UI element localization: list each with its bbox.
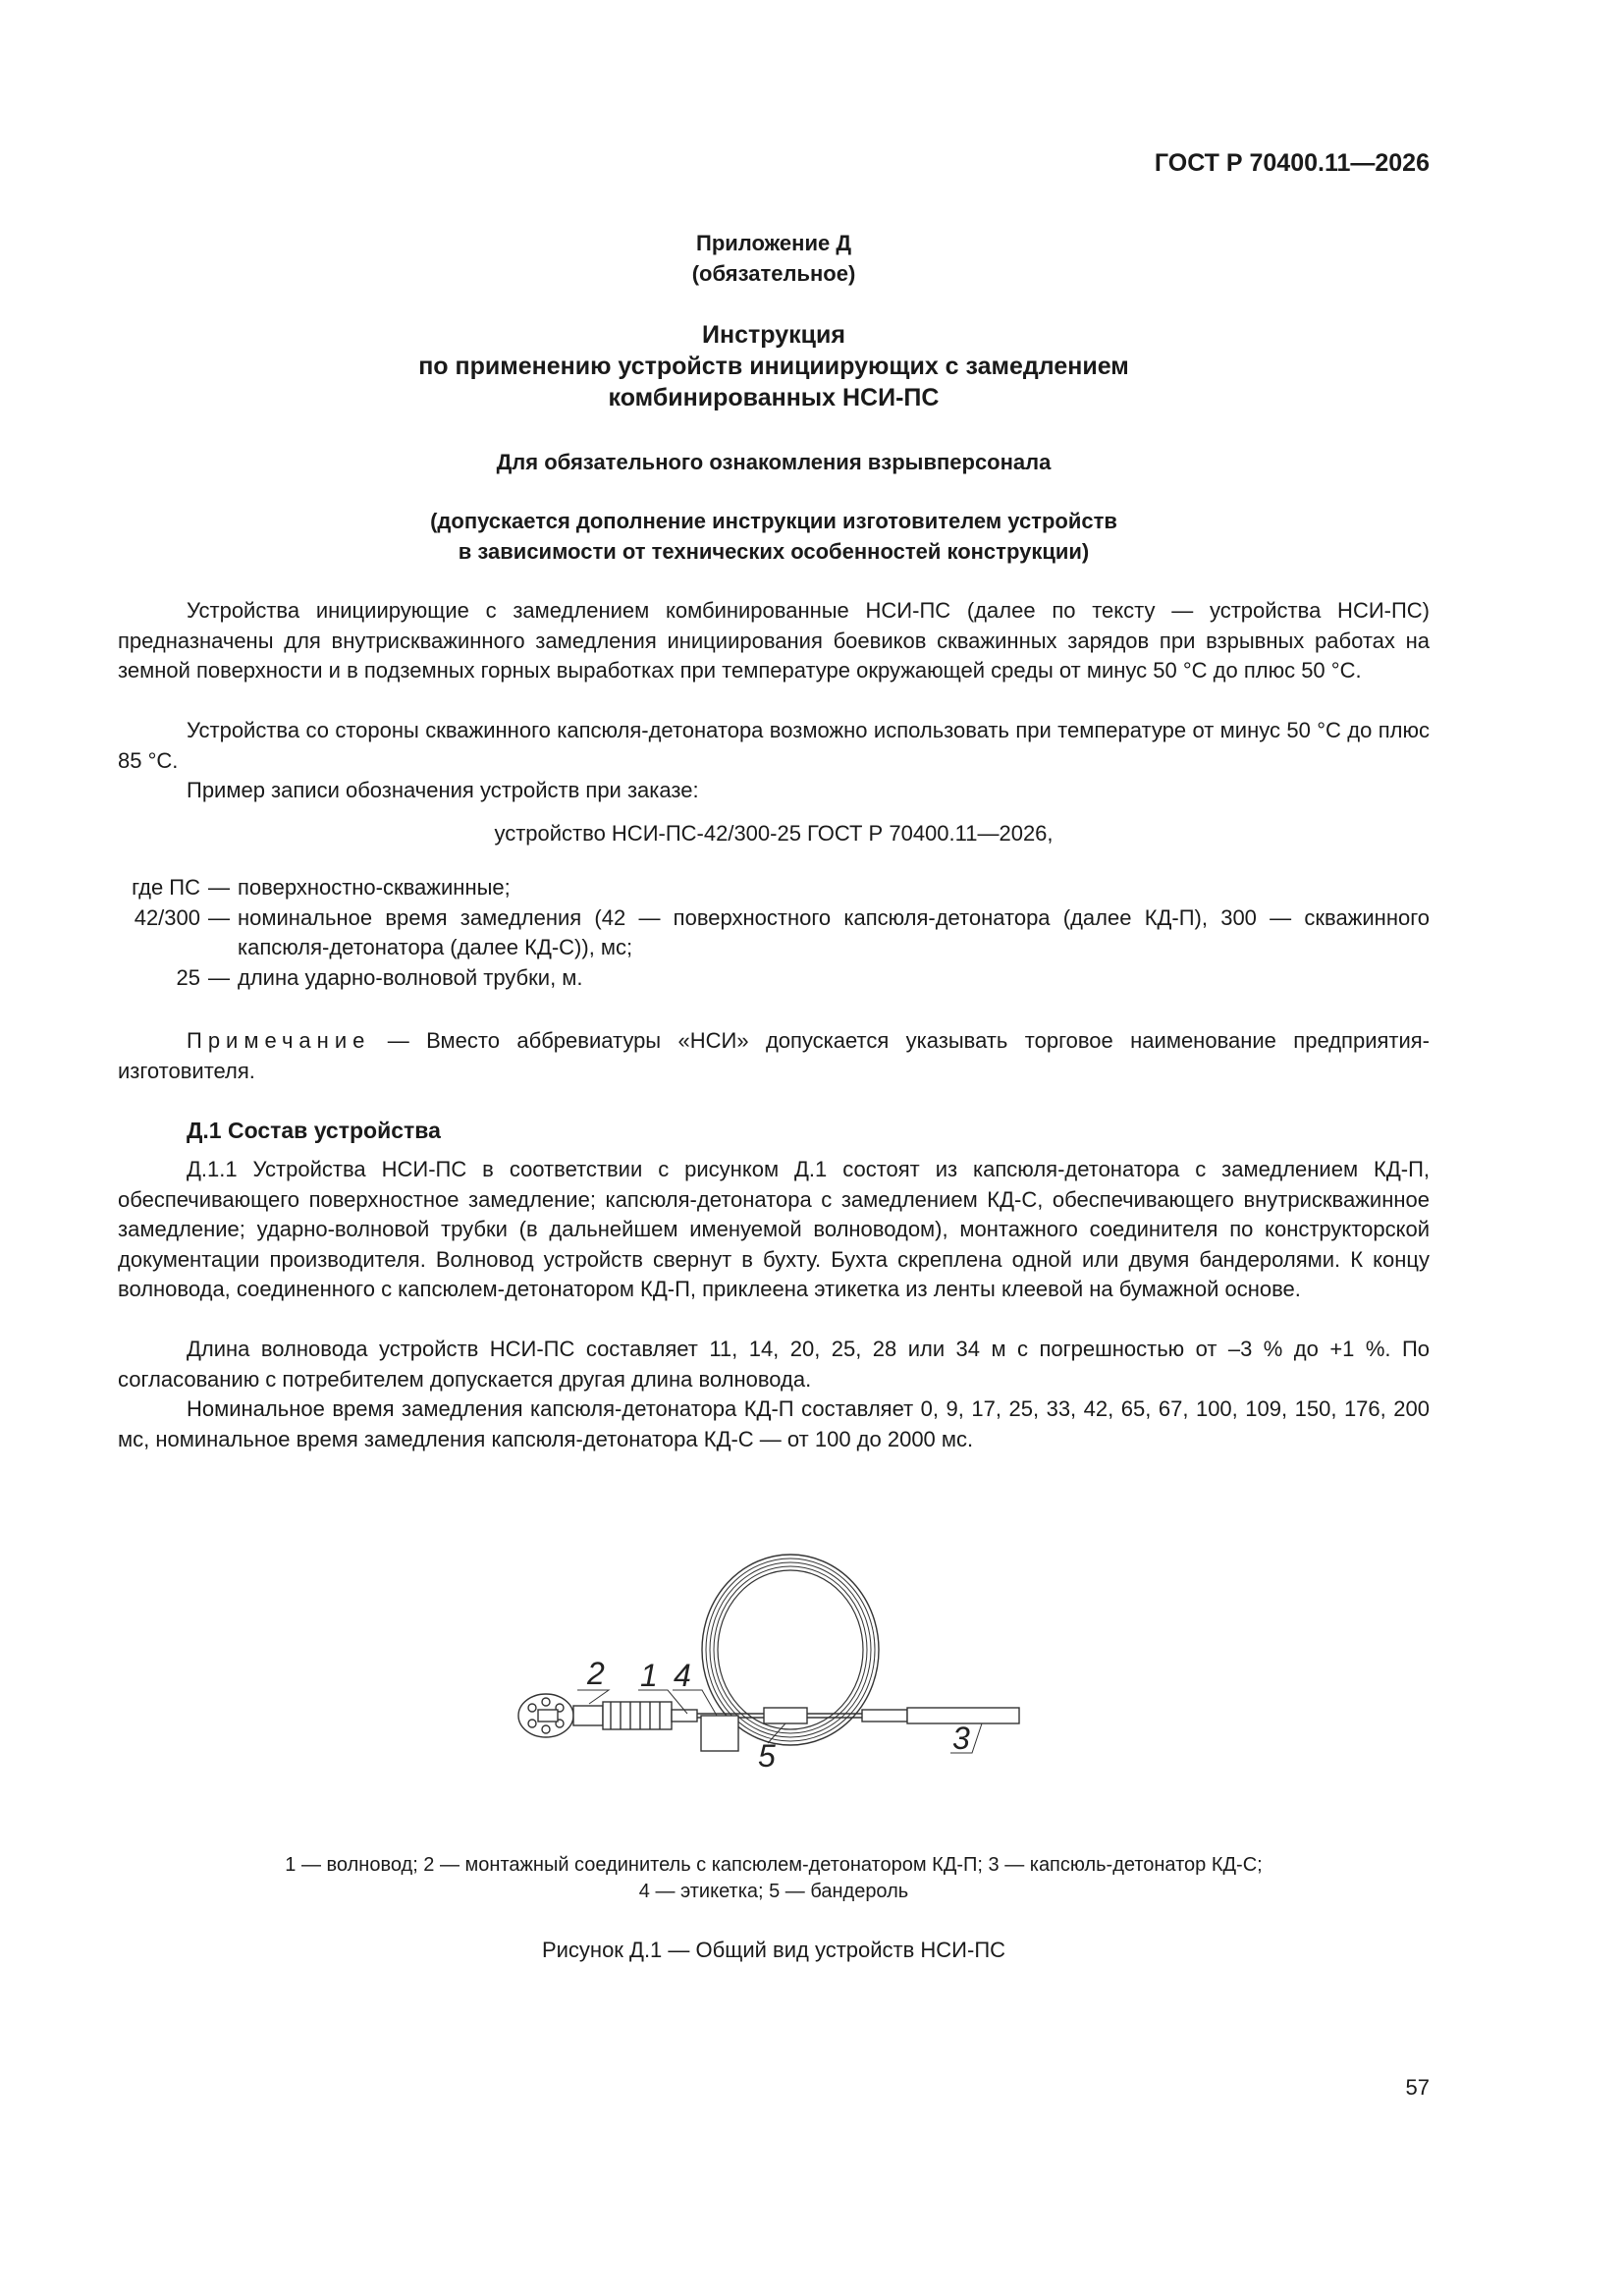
document-code: ГОСТ Р 70400.11—2026 xyxy=(1154,149,1430,177)
section-heading: Д.1 Состав устройства xyxy=(187,1118,441,1143)
label-tag xyxy=(701,1716,738,1751)
note-text: — Вместо аббревиатуры «НСИ» допускается указывать торговое наименование предприятия-изготовителя. xyxy=(118,1028,1430,1083)
annex-label: Приложение Д xyxy=(696,231,851,255)
intro-paragraph-1: Устройства инициирующие с замедлением комбинированные НСИ-ПС (далее по тексту — устройства НСИ-ПС) предназначены для внутрискважинного замедления инициирования боевиков скважинных зарядов при взрывных работах на земной поверхности и в подземных горных выработках при температуре окружающей среды от минус 50 °С до плюс 50 °С. xyxy=(118,598,1430,683)
annex-heading xyxy=(118,228,1430,289)
remark-line-2: в зависимости от технических особенностей конструкции) xyxy=(458,539,1090,564)
definition-text: поверхностно-скважинные; xyxy=(238,875,511,900)
definition-list xyxy=(118,873,1430,993)
definition-dash: — xyxy=(208,875,230,900)
figure-title: Рисунок Д.1 — Общий вид устройств НСИ-ПС xyxy=(541,1938,1006,1962)
detonator-kd-s xyxy=(862,1708,1019,1723)
definition-term: 25 xyxy=(176,964,200,990)
definition-term: 42/300 xyxy=(134,904,200,930)
instruction-title xyxy=(118,319,1430,413)
definition-text: длина ударно-волновой трубки, м. xyxy=(238,964,583,990)
amendment-remark xyxy=(118,506,1430,567)
banderol xyxy=(764,1708,807,1723)
definition-row xyxy=(118,903,1430,963)
section-paragraph-1: Д.1.1 Устройства НСИ-ПС в соответствии с рисунком Д.1 состоят из капсюля-детонатора с замедлением КД-П, обеспечивающего поверхностное замедление; капсюля-детонатора с замедлением КД-С, обеспечивающего внутрискважинное замедление; ударно-волновой трубки (в дальнейшем именуемой волноводом), монтажного соединителя по конструкторской документации производителя. Волновод устройств свернут в бухту. Бухта скреплена одной или двумя бандеролями. К концу волновода, соединенного с капсюлем-детонатором КД-П, приклеена этикетка из ленты клеевой на бумажной основе. xyxy=(118,1157,1430,1301)
figure-legend xyxy=(118,1852,1430,1905)
definition-text: номинальное время замедления (42 — поверхностного капсюля-детонатора (далее КД-П), 300 — скважинного капсюля-детонатора (далее КД-С)), мс; xyxy=(238,904,1430,959)
intro-paragraph-3: Пример записи обозначения устройств при заказе: xyxy=(187,778,699,802)
intro-paragraph-2: Устройства со стороны скважинного капсюля-детонатора возможно использовать при температуре от минус 50 °С до плюс 85 °С. xyxy=(118,718,1430,773)
title-line-2: по применению устройств инициирующих с замедлением xyxy=(418,353,1129,380)
section-paragraph-2: Длина волновода устройств НСИ-ПС составляет 11, 14, 20, 25, 28 или 34 м с погрешностью от –3 % до +1 %. По согласованию с потребителем допускается другая длина волновода. xyxy=(118,1337,1430,1392)
figure-label-4: 4 xyxy=(674,1658,691,1693)
definition-dash: — xyxy=(208,904,230,930)
section-paragraph-3: Номинальное время замедления капсюля-детонатора КД-П составляет 0, 9, 17, 25, 33, 42, 65, 67, 100, 109, 150, 176, 200 мс, номинальное время замедления капсюля-детонатора КД-С — от 100 до 2000 мс. xyxy=(118,1396,1430,1451)
legend-line-2: 4 — этикетка; 5 — бандероль xyxy=(638,1881,909,1902)
definition-term: где ПС xyxy=(132,875,200,900)
note-paragraph xyxy=(118,1026,1430,1086)
figure-label-5: 5 xyxy=(758,1738,776,1774)
definition-row xyxy=(118,963,1430,994)
figure-label-3: 3 xyxy=(952,1721,970,1756)
designation-example: устройство НСИ-ПС-42/300-25 ГОСТ Р 70400.11—2026, xyxy=(494,821,1054,846)
figure-label-1: 1 xyxy=(640,1658,658,1693)
mounting-connector xyxy=(518,1694,697,1737)
annex-status: (обязательное) xyxy=(691,261,856,286)
title-line-3: комбинированных НСИ-ПС xyxy=(608,384,940,411)
remark-line-1: (допускается дополнение инструкции изготовителем устройств xyxy=(430,509,1117,533)
device-figure xyxy=(491,1547,1041,1792)
legend-line-1: 1 — волновод; 2 — монтажный соединитель с капсюлем-детонатором КД-П; 3 — капсюль-детонатор КД-С; xyxy=(285,1854,1263,1876)
definition-row xyxy=(118,873,1430,903)
note-label: Примечание xyxy=(187,1028,371,1053)
page-number: 57 xyxy=(1405,2075,1430,2100)
definition-dash: — xyxy=(208,964,230,990)
figure-label-2: 2 xyxy=(587,1656,605,1691)
title-line-1: Инструкция xyxy=(702,321,845,349)
audience-subtitle: Для обязательного ознакомления взрывперсонала xyxy=(496,450,1052,474)
